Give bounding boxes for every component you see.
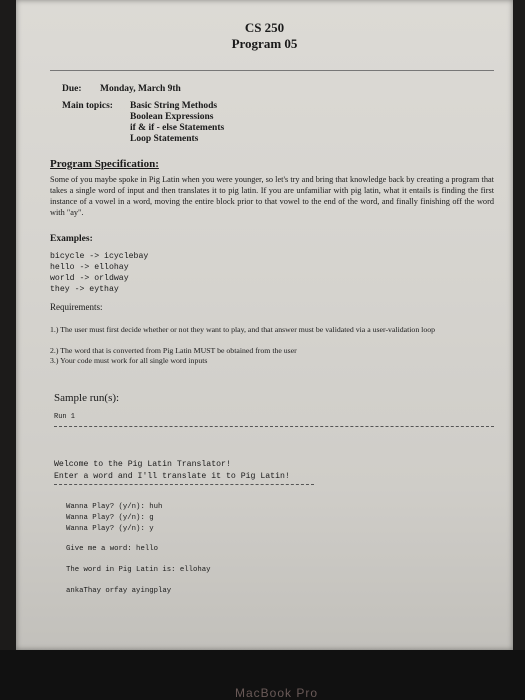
- course-title: CS 250: [244, 20, 285, 35]
- example-line: bicycle -> icyclebay: [50, 252, 149, 261]
- example-line: hello -> ellohay: [50, 263, 129, 272]
- console-line: ankaThay orfay ayingplay: [66, 587, 172, 595]
- topic-item: if & if - else Statements: [130, 123, 225, 133]
- requirements-heading: Requirements:: [50, 302, 103, 312]
- requirement-item: 1.) The user must first decide whether or not they want to play, and that answer must be validated via a user-validation loop: [50, 325, 436, 334]
- example-line: they -> eythay: [50, 285, 119, 294]
- due-label: Due:: [62, 84, 82, 94]
- spec-heading: Program Specification:: [50, 158, 159, 170]
- bezel-label: MacBook Pro: [235, 686, 319, 700]
- run-divider: [54, 426, 494, 427]
- console-line: Wanna Play? (y/n): g: [66, 514, 154, 522]
- console-line: Wanna Play? (y/n): y: [66, 525, 154, 533]
- console-line: Give me a word: hello: [66, 545, 158, 553]
- requirement-item: 2.) The word that is converted from Pig Latin MUST be obtained from the user: [50, 346, 297, 355]
- spec-body: Some of you maybe spoke in Pig Latin when you were younger, so let's try and bring that knowledge back by creating a program that takes a single word of input and then translates it to pig latin. If you are unfamiliar with pig latin, what it entails is finding the first instance of a vowel in a word, moving the entire block prior to that vowel to the end of the word, and finally finishing off the word with "ay".: [50, 175, 494, 217]
- console-divider: [54, 484, 314, 485]
- topic-item: Boolean Expressions: [130, 112, 214, 122]
- examples-heading: Examples:: [50, 234, 93, 244]
- run-label: Run 1: [54, 413, 76, 421]
- console-line: Wanna Play? (y/n): huh: [66, 503, 163, 511]
- due-value: Monday, March 9th: [100, 84, 181, 94]
- topics-label: Main topics:: [62, 101, 113, 111]
- topic-item: Loop Statements: [130, 134, 199, 144]
- console-line: Welcome to the Pig Latin Translator!: [54, 460, 231, 469]
- sample-heading: Sample run(s):: [54, 392, 120, 404]
- example-line: world -> orldway: [50, 274, 129, 283]
- console-line: The word in Pig Latin is: ellohay: [66, 566, 211, 574]
- document-page: [16, 0, 513, 650]
- requirement-item: 3.) Your code must work for all single word inputs: [50, 356, 208, 365]
- topic-item: Basic String Methods: [130, 101, 218, 111]
- header-divider: [50, 70, 494, 71]
- program-title: Program 05: [231, 36, 298, 51]
- console-line: Enter a word and I'll translate it to Pig Latin!: [54, 472, 290, 481]
